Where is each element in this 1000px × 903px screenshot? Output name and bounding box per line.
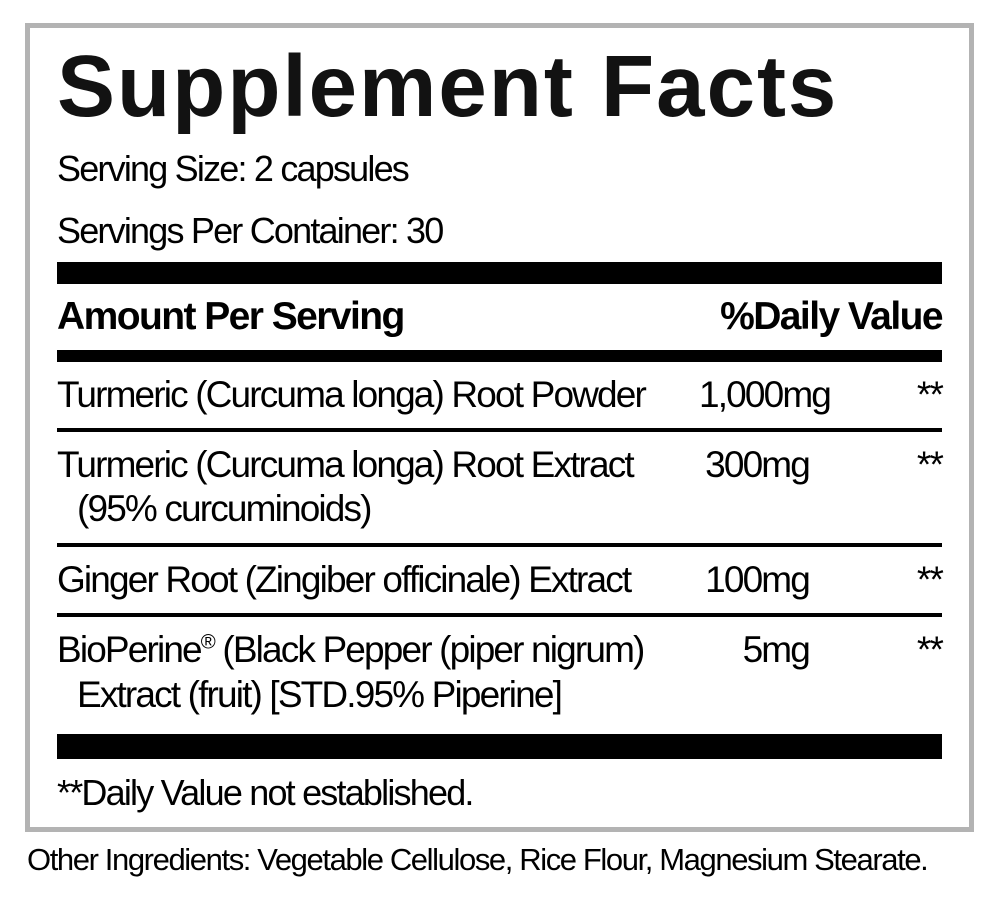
thick-divider-top <box>57 262 942 284</box>
registered-trademark-symbol: ® <box>200 631 214 654</box>
ingredient-name-line1: Ginger Root (Zingiber officinale) Extract <box>57 558 631 600</box>
table-row-turmeric-extract <box>57 432 942 543</box>
table-row-ginger-root <box>57 547 942 613</box>
column-header-row <box>57 284 942 350</box>
ingredient-amount: 300mg <box>705 444 809 486</box>
other-ingredients: Other Ingredients: Vegetable Cellulose, Rice Flour, Magnesium Stearate. <box>27 842 928 877</box>
ingredient-name <box>57 628 699 717</box>
supplement-facts-label <box>25 23 974 832</box>
ingredient-daily-value: ** <box>916 558 942 600</box>
table-row-bioperine <box>57 617 942 728</box>
table-row-turmeric-powder <box>57 362 942 428</box>
servings-per-container: Servings Per Container: 30 <box>57 209 443 251</box>
amount-per-serving-header: Amount Per Serving <box>57 294 404 338</box>
label-title: Supplement Facts <box>57 38 839 135</box>
ingredient-name <box>57 558 699 602</box>
thick-divider-bottom <box>57 734 942 759</box>
ingredient-name-line2: (95% curcuminoids) <box>77 488 371 530</box>
ingredient-name-brand: BioPerine <box>57 629 201 671</box>
ingredient-name-line1: (Black Pepper (piper nigrum) <box>213 629 644 671</box>
ingredient-name <box>57 443 699 532</box>
serving-size: Serving Size: 2 capsules <box>57 148 409 190</box>
daily-value-footnote: **Daily Value not established. <box>57 772 473 813</box>
ingredient-amount: 100mg <box>705 558 809 600</box>
ingredient-daily-value: ** <box>916 444 942 486</box>
ingredient-amount: 5mg <box>742 629 809 671</box>
ingredient-name-line1: Turmeric (Curcuma longa) Root Extract <box>57 444 633 486</box>
ingredient-name <box>57 373 699 417</box>
ingredient-name-line2: Extract (fruit) [STD.95% Piperine] <box>77 673 562 715</box>
ingredient-daily-value: ** <box>916 629 942 671</box>
ingredient-name-line1: Turmeric (Curcuma longa) Root Powder <box>57 373 645 415</box>
thick-divider-header <box>57 350 942 362</box>
ingredient-daily-value: ** <box>916 373 942 415</box>
daily-value-header: %Daily Value <box>720 294 942 338</box>
ingredient-amount: 1,000mg <box>699 373 831 415</box>
